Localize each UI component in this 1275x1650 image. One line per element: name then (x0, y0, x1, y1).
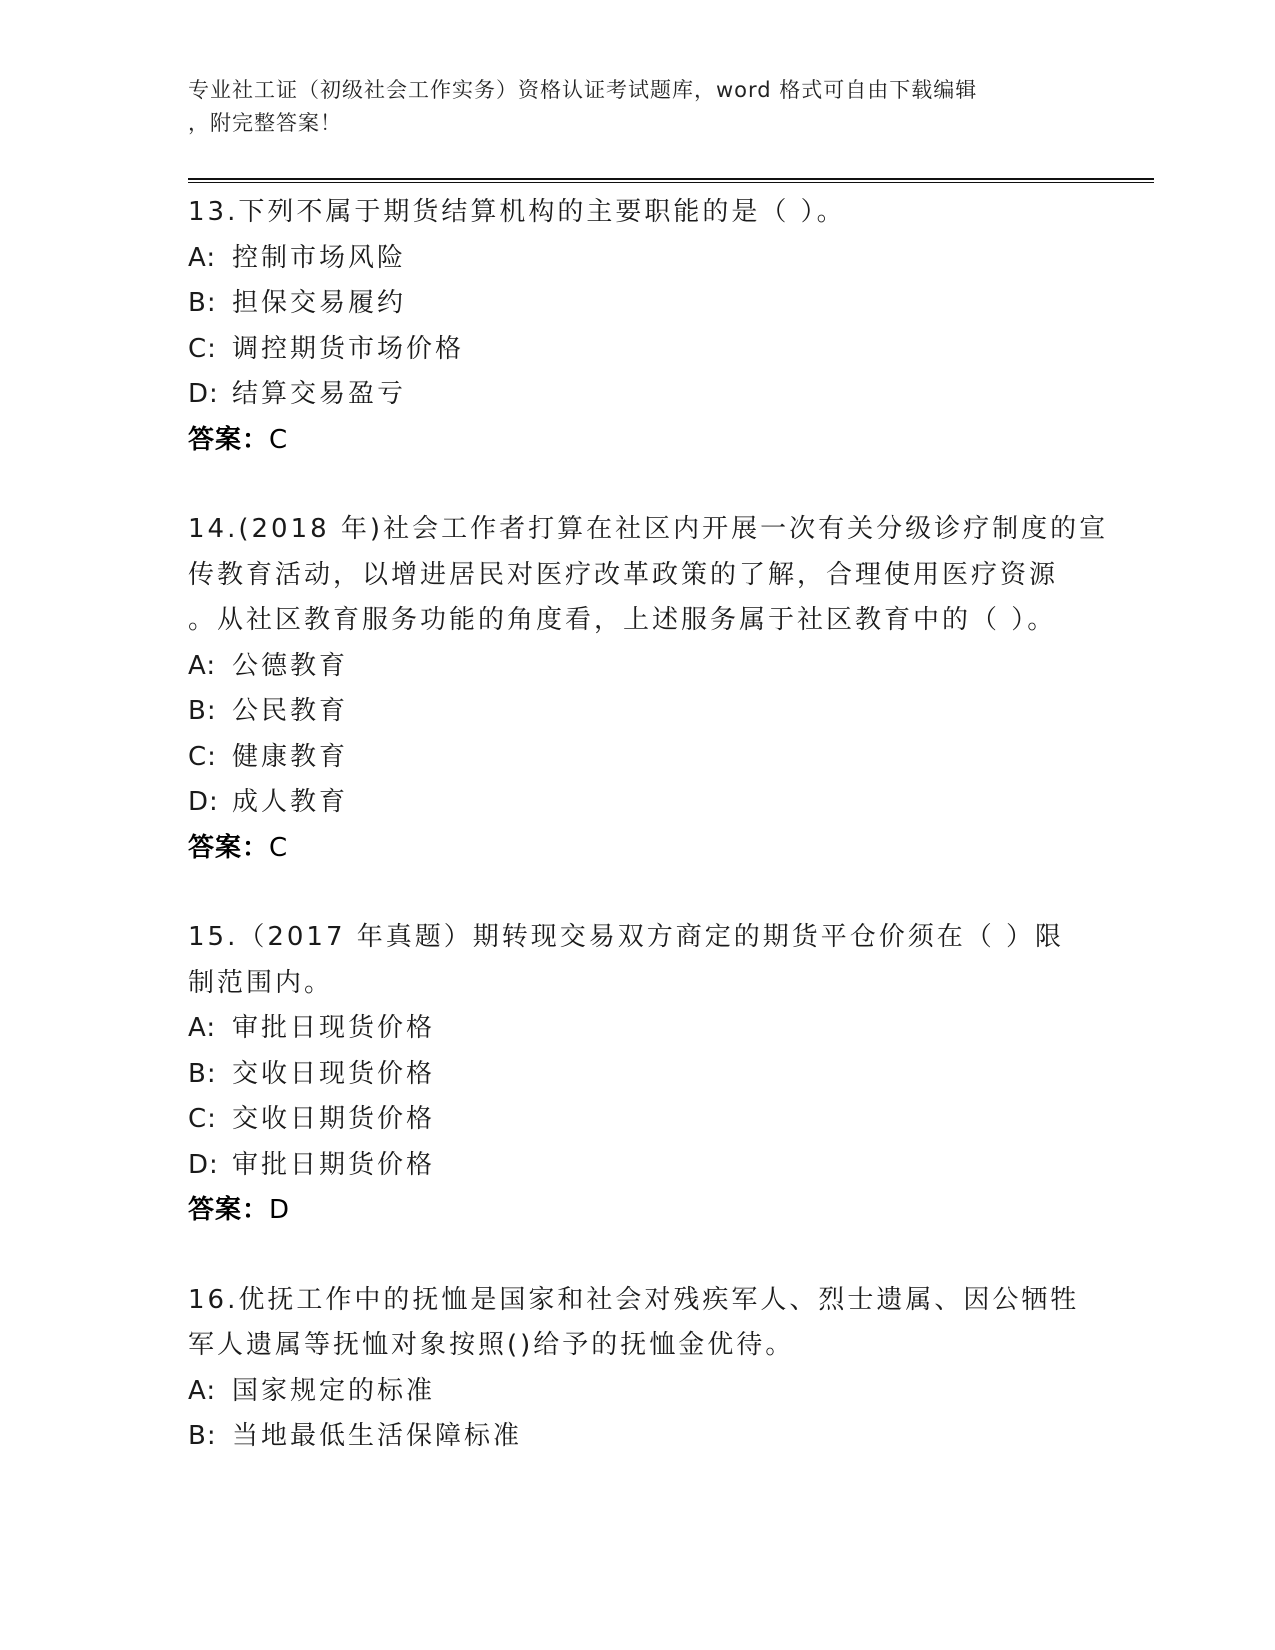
question-text: 传教育活动，以增进居民对医疗改革政策的了解，合理使用医疗资源 (188, 559, 1059, 590)
option-text: 国家规定的标准 (232, 1375, 436, 1406)
answer-value: C (269, 832, 289, 863)
question-14 (188, 507, 1109, 871)
option-text: 结算交易盈亏 (232, 379, 407, 409)
page-header (188, 74, 1068, 140)
option-label: A: (188, 1375, 217, 1406)
option-label: B: (188, 288, 217, 318)
option-c (188, 735, 1088, 781)
option-c (188, 1097, 1088, 1143)
option-d (188, 1143, 1088, 1189)
question-text: 14.(2018 年)社会工作者打算在社区内开展一次有关分级诊疗制度的宣 (188, 514, 1109, 544)
option-a (188, 1006, 1088, 1052)
option-text: 健康教育 (232, 741, 349, 772)
option-d (188, 372, 1088, 418)
option-c (188, 327, 1088, 373)
option-d (188, 780, 1088, 826)
answer-value: C (269, 424, 289, 455)
option-label: C: (188, 333, 217, 364)
option-b (188, 281, 1088, 327)
option-text: 公民教育 (232, 696, 349, 726)
option-text: 担保交易履约 (232, 288, 407, 318)
answer-line (188, 826, 1088, 872)
answer-label: 答案： (188, 1195, 270, 1225)
option-b (188, 1052, 1088, 1098)
option-text: 控制市场风险 (232, 242, 407, 273)
option-label: B: (188, 696, 217, 726)
option-text: 当地最低生活保障标准 (232, 1421, 523, 1451)
option-a (188, 1369, 1088, 1415)
question-text: 。从社区教育服务功能的角度看，上述服务属于社区教育中的（ ）。 (188, 605, 1057, 635)
option-label: A: (188, 1013, 217, 1043)
header-divider-thin (188, 182, 1154, 183)
option-text: 调控期货市场价格 (232, 333, 465, 364)
answer-value: D (269, 1195, 291, 1225)
header-title-line-2: ，附完整答案！ (188, 111, 342, 135)
answer-label: 答案： (188, 832, 270, 863)
option-label: B: (188, 1421, 217, 1451)
option-b (188, 689, 1088, 735)
option-text: 交收日期货价格 (232, 1104, 436, 1134)
question-13 (188, 190, 1088, 463)
question-text: 16.优抚工作中的抚恤是国家和社会对残疾军人、烈士遗属、因公牺牲 (188, 1284, 1080, 1315)
option-label: B: (188, 1058, 217, 1089)
answer-line (188, 1188, 1088, 1234)
option-label: A: (188, 650, 217, 681)
option-label: C: (188, 741, 217, 772)
option-text: 成人教育 (232, 787, 349, 817)
option-b (188, 1414, 1088, 1460)
question-text: 制范围内。 (188, 967, 334, 998)
option-a (188, 644, 1088, 690)
option-a (188, 236, 1088, 282)
option-text: 公德教育 (232, 650, 349, 681)
option-label: D: (188, 1149, 219, 1180)
option-label: A: (188, 242, 217, 273)
header-divider-thick (188, 178, 1154, 180)
option-label: D: (188, 379, 219, 409)
question-text: 13.下列不属于期货结算机构的主要职能的是（ ）。 (188, 197, 846, 227)
header-title-line-1: 专业社工证（初级社会工作实务）资格认证考试题库，word 格式可自由下载编辑 (188, 78, 978, 102)
question-list (188, 190, 1109, 1504)
option-text: 审批日现货价格 (232, 1013, 436, 1043)
option-text: 交收日现货价格 (232, 1058, 436, 1089)
answer-line (188, 418, 1088, 464)
question-16 (188, 1278, 1088, 1460)
option-text: 审批日期货价格 (232, 1149, 436, 1180)
option-label: C: (188, 1104, 217, 1134)
question-15 (188, 915, 1088, 1234)
option-label: D: (188, 787, 219, 817)
answer-label: 答案： (188, 424, 270, 455)
question-text: 军人遗属等抚恤对象按照()给予的抚恤金优待。 (188, 1330, 795, 1360)
question-text: 15.（2017 年真题）期转现交易双方商定的期货平仓价须在（ ）限 (188, 922, 1065, 952)
